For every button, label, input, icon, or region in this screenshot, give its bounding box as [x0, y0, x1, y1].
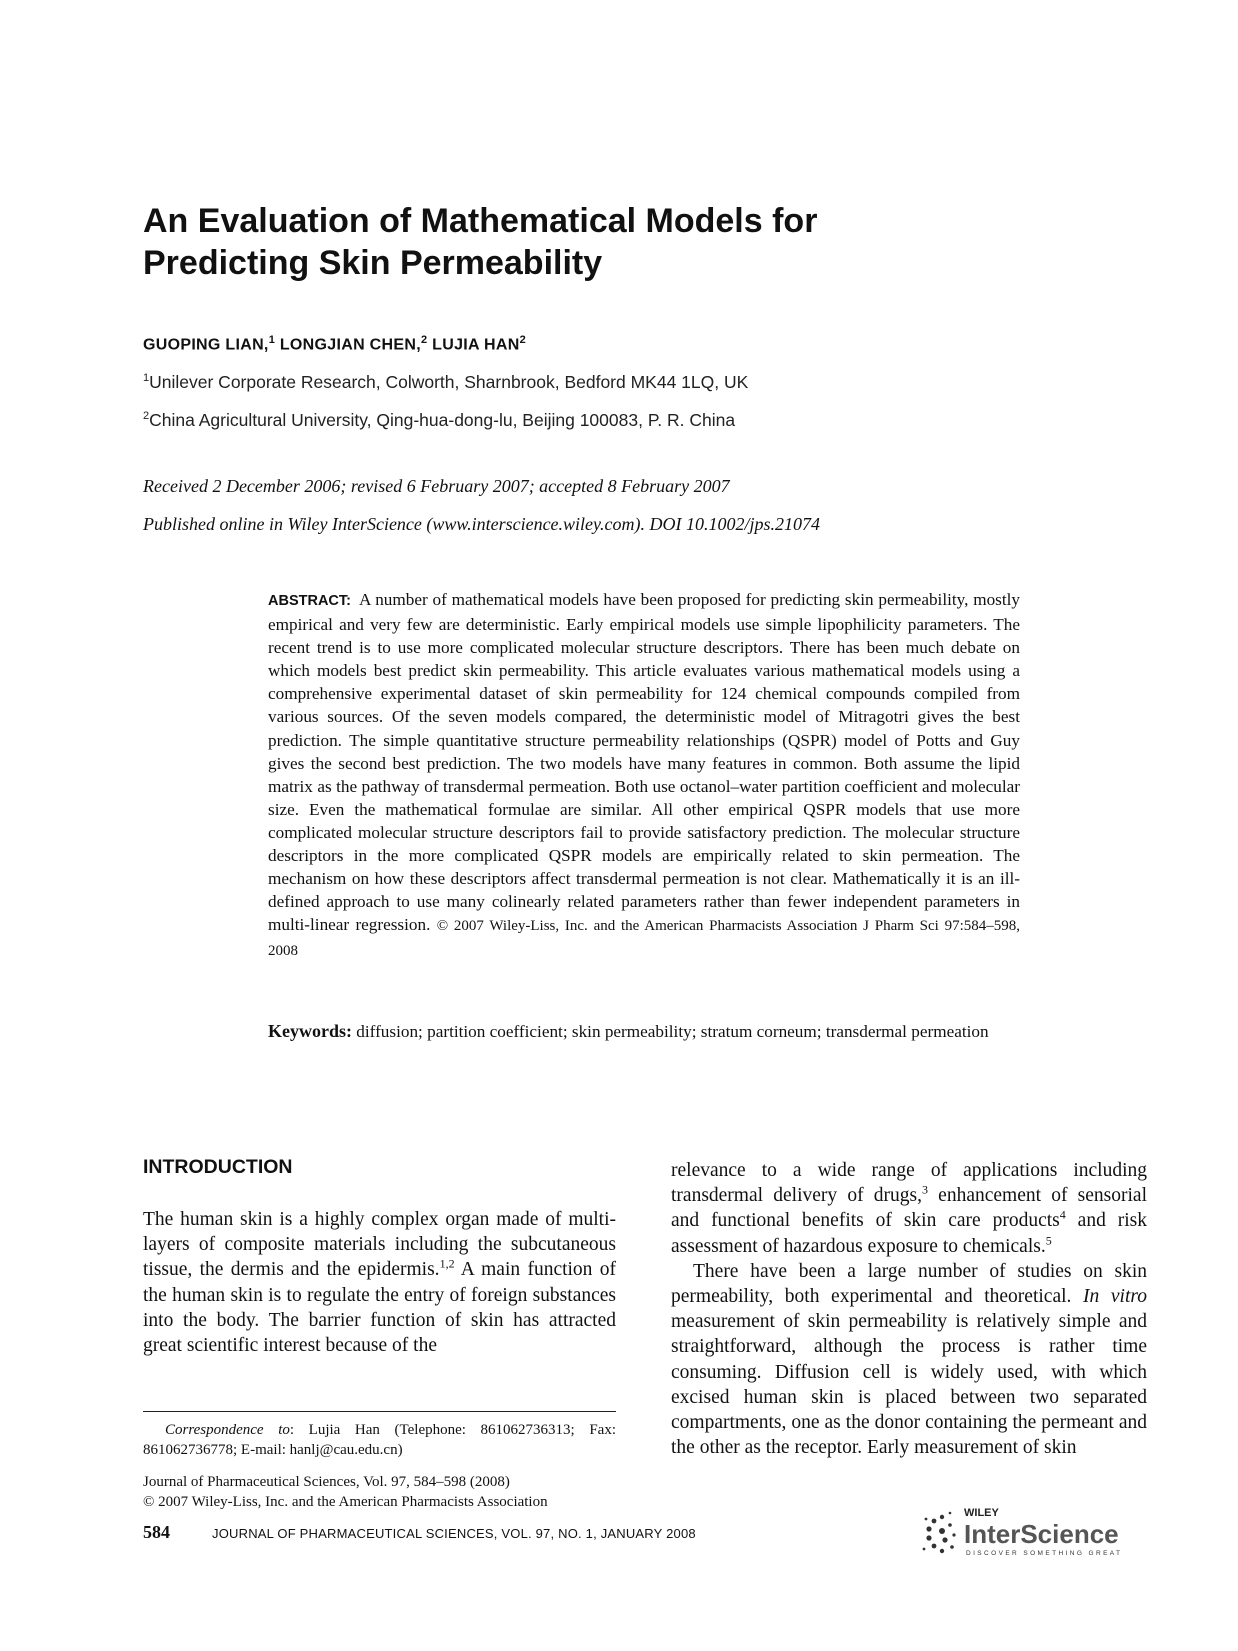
text-run: enhancement of sensorial and functional benefits of skin care products: [671, 1185, 1147, 1232]
affiliation-2: [143, 410, 735, 431]
abstract-citation: © 2007 Wiley-Liss, Inc. and the American Pharmacists Association J Pharm Sci 97:584–598, 2008: [268, 918, 1020, 960]
text-run: measurement of skin permeability is relatively simple and straightforward, although the process is rather time consuming. Diffusion cell is widely used, with which excised human skin is placed between two separated compartments, one as the donor containing the permeant and the other as the receptor. Early measurement of skin: [671, 1311, 1147, 1459]
footnote-divider: [143, 1411, 616, 1412]
intro-paragraph-continued: [671, 1158, 1147, 1259]
italic-text: In vitro: [1083, 1286, 1147, 1308]
affiliation-text: China Agricultural University, Qing-hua-dong-lu, Beijing 100083, P. R. China: [149, 410, 736, 430]
keywords-text: diffusion; partition coefficient; skin permeability; stratum corneum; transdermal permeation: [356, 1022, 989, 1041]
title-line-1: An Evaluation of Mathematical Models for: [143, 202, 818, 240]
correspondence-label: Correspondence to: [165, 1422, 290, 1438]
page-number: 584: [143, 1522, 170, 1542]
citation-sup: 3: [921, 1182, 928, 1197]
author-name: LONGJIAN CHEN,: [279, 336, 421, 354]
citation-sup: 5: [1045, 1233, 1052, 1248]
abstract-text: A number of mathematical models have been proposed for predicting skin permeability, mostly empirical and very few are deterministic. Early empirical models use simple lipophilicity parameters. The recent trend is to use more complicated molecular structure descriptors. There has been much debate on which models best predict skin permeability. This article evaluates various mathematical models using a comprehensive experimental dataset of skin permeability for 124 chemical compounds compiled from various sources. Of the seven models compared, the deterministic model of Mitragotri gives the best prediction. The simple quantitative structure permeability relationships (QSPR) model of Potts and Guy gives the second best prediction. The two models have many features in common. Both assume the lipid matrix as the pathway of transdermal permeation. Both use octanol–water partition coefficient and molecular size. Even the mathematical formulae are similar. All other empirical QSPR models that use more complicated molecular structure descriptors fail to provide satisfactory prediction. The molecular structure descriptors in the more complicated QSPR models are empirically related to skin permeation. The mechanism on how these descriptors affect transdermal permeation is not clear. Mathematically it is an ill-defined approach to use many colinearly related parameters rather than fewer independent parameters in multi-linear regression.: [268, 590, 1020, 935]
received-dates: Received 2 December 2006; revised 6 February 2007; accepted 8 February 2007: [143, 476, 730, 496]
keywords-label: Keywords:: [268, 1021, 352, 1041]
intro-paragraph-1: [143, 1207, 616, 1358]
author-affil-sup: 2: [519, 334, 527, 346]
affiliation-1: [143, 372, 748, 393]
correspondence-text: : Lujia Han (Telephone: 861062736313; Fax: 861062736778; E-mail: hanlj@cau.edu.cn): [143, 1422, 616, 1458]
affiliation-sup: 2: [143, 410, 150, 423]
text-run: The human skin is a highly complex organ made of multi-layers of composite materials including the subcutaneous tissue, the dermis and the epidermis.: [143, 1209, 616, 1281]
interscience-wordmark: InterScience: [964, 1519, 1119, 1549]
text-run: relevance to a wide range of applications including transdermal delivery of drugs,: [671, 1160, 1147, 1207]
logo-tagline: DISCOVER SOMETHING GREAT: [966, 1550, 1123, 1557]
wiley-wordmark: WILEY: [964, 1507, 999, 1519]
author-name: LUJIA HAN: [432, 336, 520, 354]
keywords: [268, 1020, 1020, 1043]
author-list: [143, 334, 526, 354]
copyright-footnote: © 2007 Wiley-Liss, Inc. and the American Pharmacists Association: [143, 1494, 548, 1510]
author-name: GUOPING LIAN,: [143, 336, 269, 354]
section-heading-introduction: INTRODUCTION: [143, 1156, 293, 1178]
journal-footnote: Journal of Pharmaceutical Sciences, Vol. 97, 584–598 (2008): [143, 1474, 510, 1490]
paper-title: [143, 200, 1043, 284]
title-line-2: Predicting Skin Permeability: [143, 244, 603, 282]
abstract: [268, 588, 1020, 964]
affiliation-sup: 1: [143, 372, 150, 385]
citation-sup: 4: [1059, 1207, 1066, 1222]
abstract-label: ABSTRACT:: [268, 593, 351, 609]
citation-sup: 1,2: [439, 1256, 455, 1271]
correspondence-footnote: [143, 1420, 616, 1460]
wiley-interscience-logo: [920, 1505, 1150, 1563]
running-footer: JOURNAL OF PHARMACEUTICAL SCIENCES, VOL. 97, NO. 1, JANUARY 2008: [212, 1526, 696, 1541]
author-affil-sup: 1: [268, 334, 276, 346]
left-column: [143, 1207, 616, 1358]
author-affil-sup: 2: [420, 334, 428, 346]
text-run: and risk assessment of hazardous exposure to chemicals.: [671, 1210, 1147, 1257]
right-column: [671, 1158, 1147, 1460]
affiliation-text: Unilever Corporate Research, Colworth, Sharnbrook, Bedford MK44 1LQ, UK: [149, 372, 749, 392]
text-run: There have been a large number of studies on skin permeability, both experimental and theoretical.: [671, 1260, 1147, 1308]
published-online: Published online in Wiley InterScience (www.interscience.wiley.com). DOI 10.1002/jps.21074: [143, 514, 821, 534]
intro-paragraph-2: [671, 1259, 1147, 1461]
text-run: A main function of the human skin is to regulate the entry of foreign substances into the body. The barrier function of skin has attracted great scientific interest because of the: [143, 1259, 617, 1357]
